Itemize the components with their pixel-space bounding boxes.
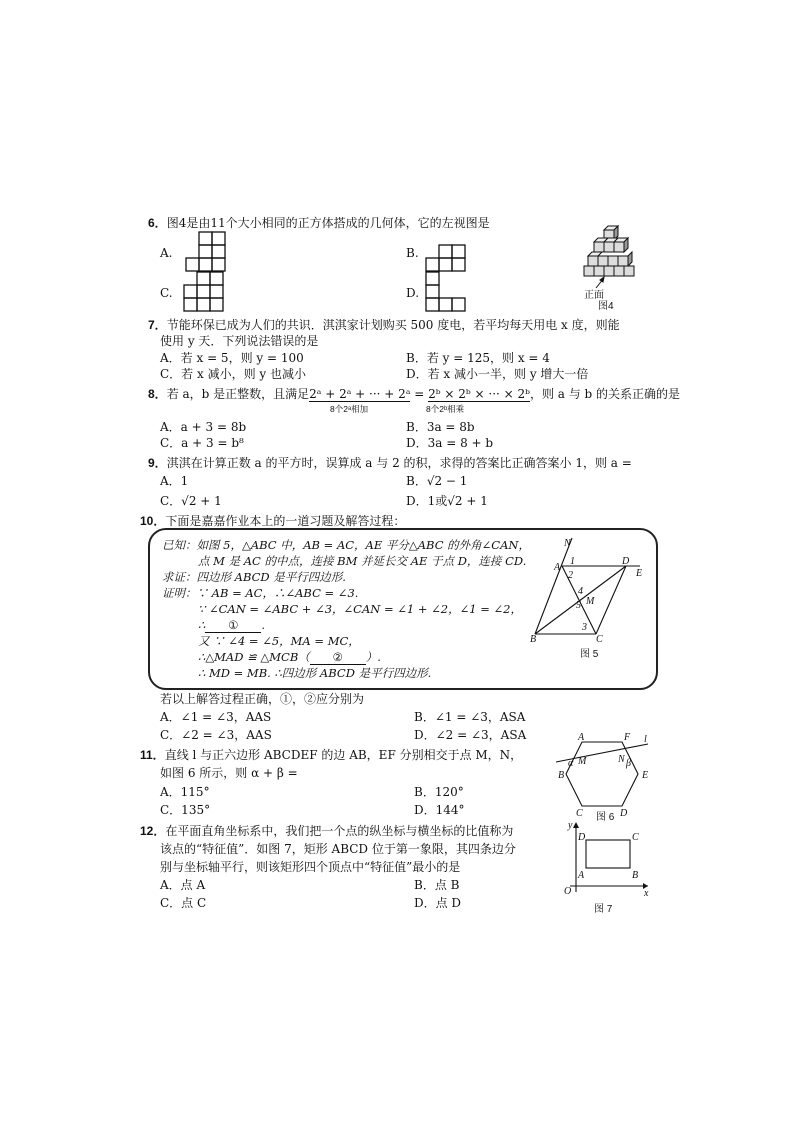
q7-option-d[interactable]: D．若 x 减小一半，则 y 增大一倍 bbox=[406, 367, 589, 381]
q10-figure-caption: 图 5 bbox=[580, 649, 599, 660]
q11-fig-label-l: l bbox=[644, 734, 647, 745]
q9-text: 淇淇在计算正数 a 的平方时，误算成 a 与 2 的积，求得的答案比正确答案小 1，则 a = bbox=[166, 456, 632, 470]
q10-proof-1: 证明：∵ AB = AC，∴∠ABC = ∠3. bbox=[162, 586, 359, 600]
q11-fig-label-M: M bbox=[578, 756, 587, 767]
q10-fig-label-M: M bbox=[586, 596, 595, 607]
q11-fig-label-F: F bbox=[624, 732, 631, 743]
q10-fig-label-3: 3 bbox=[582, 622, 587, 633]
q12-line1 bbox=[140, 824, 513, 838]
q7-line1 bbox=[148, 318, 620, 332]
q12-line3: 别与坐标轴平行，则该矩形四个顶点中“特征值”最小的是 bbox=[160, 860, 461, 874]
q6-option-a[interactable]: A. bbox=[160, 246, 173, 260]
q10-prove: 求证：四边形 ABCD 是平行四边形. bbox=[162, 570, 346, 584]
q8-number: 8． bbox=[148, 387, 167, 401]
q12-line2: 该点的“特征值”．如图 7，矩形 ABCD 位于第一象限，其四条边分 bbox=[160, 842, 516, 856]
q11-fig-label-beta: β bbox=[626, 758, 631, 769]
q8-option-b[interactable]: B．3a = 8b bbox=[406, 420, 475, 434]
q11-fig-label-C: C bbox=[576, 808, 583, 819]
q12-fig-label-x: x bbox=[644, 888, 649, 899]
q7-line2: 使用 y 天．下列说法错误的是 bbox=[160, 334, 319, 348]
q9-stem bbox=[148, 456, 632, 470]
q7-option-c[interactable]: C．若 x 减小，则 y 也减小 bbox=[160, 367, 306, 381]
q10-number: 10． bbox=[140, 514, 166, 528]
q6-number: 6． bbox=[148, 216, 167, 230]
q12-fig-label-A: A bbox=[578, 870, 585, 881]
q9-option-c[interactable]: C．√2 + 1 bbox=[160, 494, 222, 508]
q10-fig-label-N: N bbox=[564, 538, 571, 549]
q8-sum: 2ᵃ + 2ᵃ + ··· + 2ᵃ bbox=[309, 387, 411, 401]
q11-fig-label-D: D bbox=[620, 808, 628, 819]
q12-option-d[interactable]: D．点 D bbox=[414, 896, 462, 910]
q12-number: 12． bbox=[140, 824, 166, 838]
q11-fig-label-alpha: α bbox=[568, 758, 574, 769]
q8-option-c[interactable]: C．a + 3 = b⁸ bbox=[160, 436, 244, 450]
q6-figure-b bbox=[426, 244, 466, 272]
q10-option-c[interactable]: C．∠2 = ∠3，AAS bbox=[160, 728, 272, 742]
q6-stem bbox=[148, 216, 490, 230]
q8-product-note: 8个2ᵇ相乘 bbox=[426, 404, 465, 414]
q9-option-d[interactable]: D．1或√2 + 1 bbox=[406, 494, 488, 508]
q11-line1 bbox=[140, 748, 522, 762]
q10-fig-label-C: C bbox=[596, 634, 603, 645]
q6-figure-caption: 图4 bbox=[598, 301, 614, 312]
q11-fig-label-A: A bbox=[578, 732, 585, 743]
q8-stem bbox=[148, 387, 680, 402]
q8-option-a[interactable]: A．a + 3 = 8b bbox=[160, 420, 247, 434]
q9-option-b[interactable]: B．√2 − 1 bbox=[406, 474, 468, 488]
q12-text-1: 在平面直角坐标系中，我们把一个点的纵坐标与横坐标的比值称为 bbox=[165, 824, 514, 838]
q11-figure-caption: 图 6 bbox=[596, 812, 615, 823]
q10-fig-label-2: 2 bbox=[568, 570, 573, 581]
q6-figure-d bbox=[426, 272, 468, 312]
q11-fig-label-B: B bbox=[558, 770, 565, 781]
q10-congruent: ∴△MAD ≌ △MCB（ bbox=[198, 650, 310, 664]
q8-post: ，则 a 与 b 的关系正确的是 bbox=[529, 387, 681, 401]
q6-figure-a bbox=[186, 232, 226, 272]
q10-blank-1[interactable]: ① bbox=[205, 618, 261, 633]
q10-proof-2: ∵ ∠CAN = ∠ABC + ∠3，∠CAN = ∠1 + ∠2，∠1 = ∠2， bbox=[198, 602, 522, 616]
q6-option-d[interactable]: D. bbox=[406, 286, 420, 300]
q10-stem bbox=[140, 514, 405, 528]
q10-fig-label-B: B bbox=[530, 634, 537, 645]
q10-proof-3 bbox=[198, 618, 265, 633]
q12-fig-label-C: C bbox=[632, 832, 639, 843]
q10-proof-6: ∴ MD = MB. ∴四边形 ABCD 是平行四边形. bbox=[198, 666, 432, 680]
q11-fig-label-N: N bbox=[618, 754, 625, 765]
q10-fig-label-D: D bbox=[622, 556, 630, 567]
q6-figure-c bbox=[184, 272, 226, 312]
q6-option-b[interactable]: B. bbox=[406, 246, 419, 260]
q11-text-1: 直线 l 与正六边形 ABCDEF 的边 AB，EF 分别相交于点 M，N， bbox=[164, 748, 523, 762]
q7-number: 7． bbox=[148, 318, 167, 332]
q10-after: 若以上解答过程正确，①，②应分别为 bbox=[160, 692, 365, 706]
q10-fig-label-1: 1 bbox=[570, 556, 575, 567]
q9-option-a[interactable]: A．1 bbox=[160, 474, 189, 488]
q10-therefore: ∴ bbox=[198, 618, 206, 632]
q11-option-d[interactable]: D．144° bbox=[414, 803, 465, 817]
q12-fig-label-D: D bbox=[578, 832, 586, 843]
q10-fig-label-5: 5 bbox=[576, 600, 581, 611]
q12-option-c[interactable]: C．点 C bbox=[160, 896, 207, 910]
q10-fig-label-E: E bbox=[636, 568, 643, 579]
q10-figure-5 bbox=[530, 538, 648, 645]
q10-option-d[interactable]: D．∠2 = ∠3，ASA bbox=[414, 728, 527, 742]
q8-option-d[interactable]: D．3a = 8 + b bbox=[406, 436, 494, 450]
q10-close: ）. bbox=[365, 650, 381, 664]
q11-option-b[interactable]: B．120° bbox=[414, 785, 464, 799]
q8-product: 2ᵇ × 2ᵇ × ··· × 2ᵇ bbox=[428, 387, 530, 401]
q8-pre: 若 a，b 是正整数，且满足 bbox=[166, 387, 310, 401]
q12-figure-caption: 图 7 bbox=[594, 904, 613, 915]
q8-sum-note: 8个2ᵃ相加 bbox=[330, 404, 369, 414]
q11-option-c[interactable]: C．135° bbox=[160, 803, 211, 817]
q10-proof-5 bbox=[198, 650, 381, 665]
q7-option-a[interactable]: A．若 x = 5，则 y = 100 bbox=[160, 351, 304, 365]
q12-figure-7 bbox=[556, 820, 652, 899]
q10-given-2: 点 M 是 AC 的中点，连接 BM 并延长交 AE 于点 D，连接 CD. bbox=[198, 554, 527, 568]
q7-text-1: 节能环保已成为人们的共识．淇淇家计划购买 500 度电，若平均每天用电 x 度，则能 bbox=[166, 318, 620, 332]
q12-fig-label-y: y bbox=[568, 820, 573, 831]
q10-given-1: 已知：如图 5，△ABC 中，AB = AC，AE 平分△ABC 的外角∠CAN， bbox=[162, 538, 530, 552]
q12-option-b[interactable]: B．点 B bbox=[414, 878, 460, 892]
q10-fig-label-A: A bbox=[554, 562, 561, 573]
q8-equals: = bbox=[410, 387, 429, 401]
q10-text: 下面是嘉嘉作业本上的一道习题及解答过程： bbox=[165, 514, 406, 528]
q10-proof-4: 又 ∵ ∠4 = ∠5，MA = MC， bbox=[198, 634, 360, 648]
q6-front-label: 正面 bbox=[584, 290, 604, 301]
q9-number: 9． bbox=[148, 456, 167, 470]
q12-fig-label-O: O bbox=[564, 886, 572, 897]
q7-option-b[interactable]: B．若 y = 125，则 x = 4 bbox=[406, 351, 550, 365]
q10-blank-2[interactable]: ② bbox=[310, 650, 366, 665]
q12-option-a[interactable]: A．点 A bbox=[160, 878, 206, 892]
q6-text: 图4是由11个大小相同的正方体搭成的几何体，它的左视图是 bbox=[166, 216, 490, 230]
q10-option-b[interactable]: B．∠1 = ∠3，ASA bbox=[414, 710, 526, 724]
q12-fig-label-B: B bbox=[632, 870, 639, 881]
q11-option-a[interactable]: A．115° bbox=[160, 785, 210, 799]
q6-option-c[interactable]: C. bbox=[160, 286, 173, 300]
q11-number: 11． bbox=[140, 748, 165, 762]
q10-fig-label-4: 4 bbox=[578, 586, 583, 597]
q11-fig-label-E: E bbox=[642, 770, 649, 781]
q11-line2: 如图 6 所示，则 α + β = bbox=[160, 766, 298, 780]
q10-period: . bbox=[261, 618, 265, 632]
q10-option-a[interactable]: A．∠1 = ∠3，AAS bbox=[160, 710, 272, 724]
